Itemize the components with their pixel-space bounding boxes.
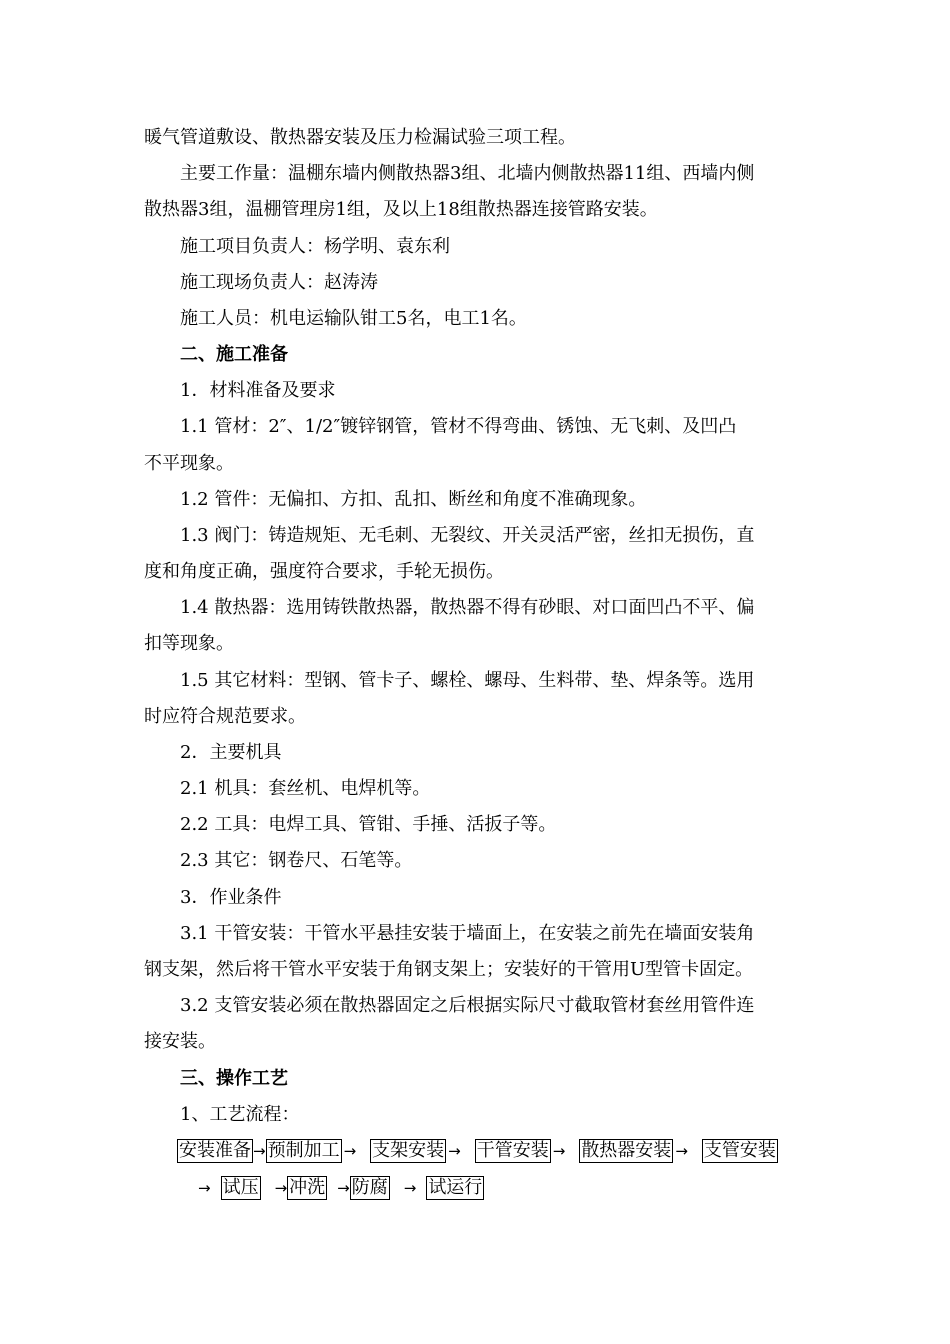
section-heading: 二、施工准备 — [180, 344, 288, 365]
process-flow-row-2 — [198, 1176, 484, 1200]
paragraph-line: 散热器3组，温棚管理房1组，及以上18组散热器连接管路安装。 — [144, 199, 658, 220]
subsection-heading: 2．主要机具 — [180, 742, 282, 763]
subsection-heading: 1．材料准备及要求 — [180, 380, 336, 401]
flow-step-box: 冲洗 — [289, 1177, 326, 1198]
paragraph-line: 时应符合规范要求。 — [144, 706, 306, 727]
flow-step-box: 试压 — [222, 1177, 259, 1198]
flow-arrow-icon: → — [274, 1179, 288, 1197]
process-flow-row-1 — [177, 1139, 778, 1163]
paragraph-line: 1.4 散热器：选用铸铁散热器，散热器不得有砂眼、对口面凹凸不平、偏 — [180, 597, 755, 618]
flow-arrow-icon: → — [403, 1179, 417, 1197]
paragraph-line: 施工现场负责人：赵涛涛 — [180, 272, 378, 293]
paragraph-line: 1.2 管件：无偏扣、方扣、乱扣、断丝和角度不准确现象。 — [180, 489, 647, 510]
subsection-heading: 1、工艺流程： — [180, 1104, 300, 1125]
flow-step-box: 安装准备 — [179, 1140, 251, 1161]
paragraph-line: 3.1 干管安装：干管水平悬挂安装于墙面上，在安装之前先在墙面安装角 — [180, 923, 755, 944]
paragraph-line: 暖气管道敷设、散热器安装及压力检漏试验三项工程。 — [144, 127, 576, 148]
paragraph-line: 主要工作量：温棚东墙内侧散热器3组、北墙内侧散热器11组、西墙内侧 — [180, 163, 755, 184]
paragraph-line: 1.3 阀门：铸造规矩、无毛刺、无裂纹、开关灵活严密，丝扣无损伤，直 — [180, 525, 755, 546]
flow-step-box: 散热器安装 — [581, 1140, 672, 1161]
paragraph-line: 1.1 管材：2″、1/2″镀锌钢管，管材不得弯曲、锈蚀、无飞刺、及凹凸 — [180, 416, 737, 437]
flow-arrow-icon: → — [552, 1142, 566, 1160]
flow-step-box: 干管安装 — [476, 1140, 549, 1161]
flow-step-box: 防腐 — [351, 1177, 388, 1198]
paragraph-line: 施工项目负责人：杨学明、袁东利 — [180, 236, 450, 257]
flow-arrow-icon: → — [253, 1142, 266, 1160]
section-heading: 三、操作工艺 — [180, 1068, 288, 1089]
paragraph-line: 不平现象。 — [144, 453, 234, 474]
flow-arrow-icon: → — [343, 1142, 357, 1160]
paragraph-line: 扣等现象。 — [144, 633, 234, 654]
flow-step-box: 试运行 — [428, 1177, 483, 1198]
subsection-heading: 3．作业条件 — [180, 887, 282, 908]
paragraph-line: 3.2 支管安装必须在散热器固定之后根据实际尺寸截取管材套丝用管件连 — [180, 995, 755, 1016]
flow-arrow-icon: → — [448, 1142, 461, 1160]
paragraph-line: 2.1 机具：套丝机、电焊机等。 — [180, 778, 431, 799]
paragraph-line: 接安装。 — [144, 1031, 216, 1052]
flow-arrow-icon: → — [337, 1179, 350, 1197]
paragraph-line: 2.2 工具：电焊工具、管钳、手捶、活扳子等。 — [180, 814, 557, 835]
flow-arrow-icon: → — [198, 1179, 211, 1197]
paragraph-line: 度和角度正确，强度符合要求，手轮无损伤。 — [144, 561, 504, 582]
flow-arrow-icon: → — [675, 1142, 688, 1160]
flow-step-box: 支架安装 — [372, 1140, 445, 1161]
paragraph-line: 1.5 其它材料：型钢、管卡子、螺栓、螺母、生料带、垫、焊条等。选用 — [180, 670, 755, 691]
paragraph-line: 2.3 其它：钢卷尺、石笔等。 — [180, 850, 413, 871]
paragraph-line: 施工人员：机电运输队钳工5名，电工1名。 — [180, 308, 527, 329]
flow-step-box: 预制加工 — [267, 1140, 340, 1161]
paragraph-line: 钢支架，然后将干管水平安装于角钢支架上；安装好的干管用U型管卡固定。 — [144, 959, 754, 980]
flow-step-box: 支管安装 — [703, 1140, 776, 1161]
